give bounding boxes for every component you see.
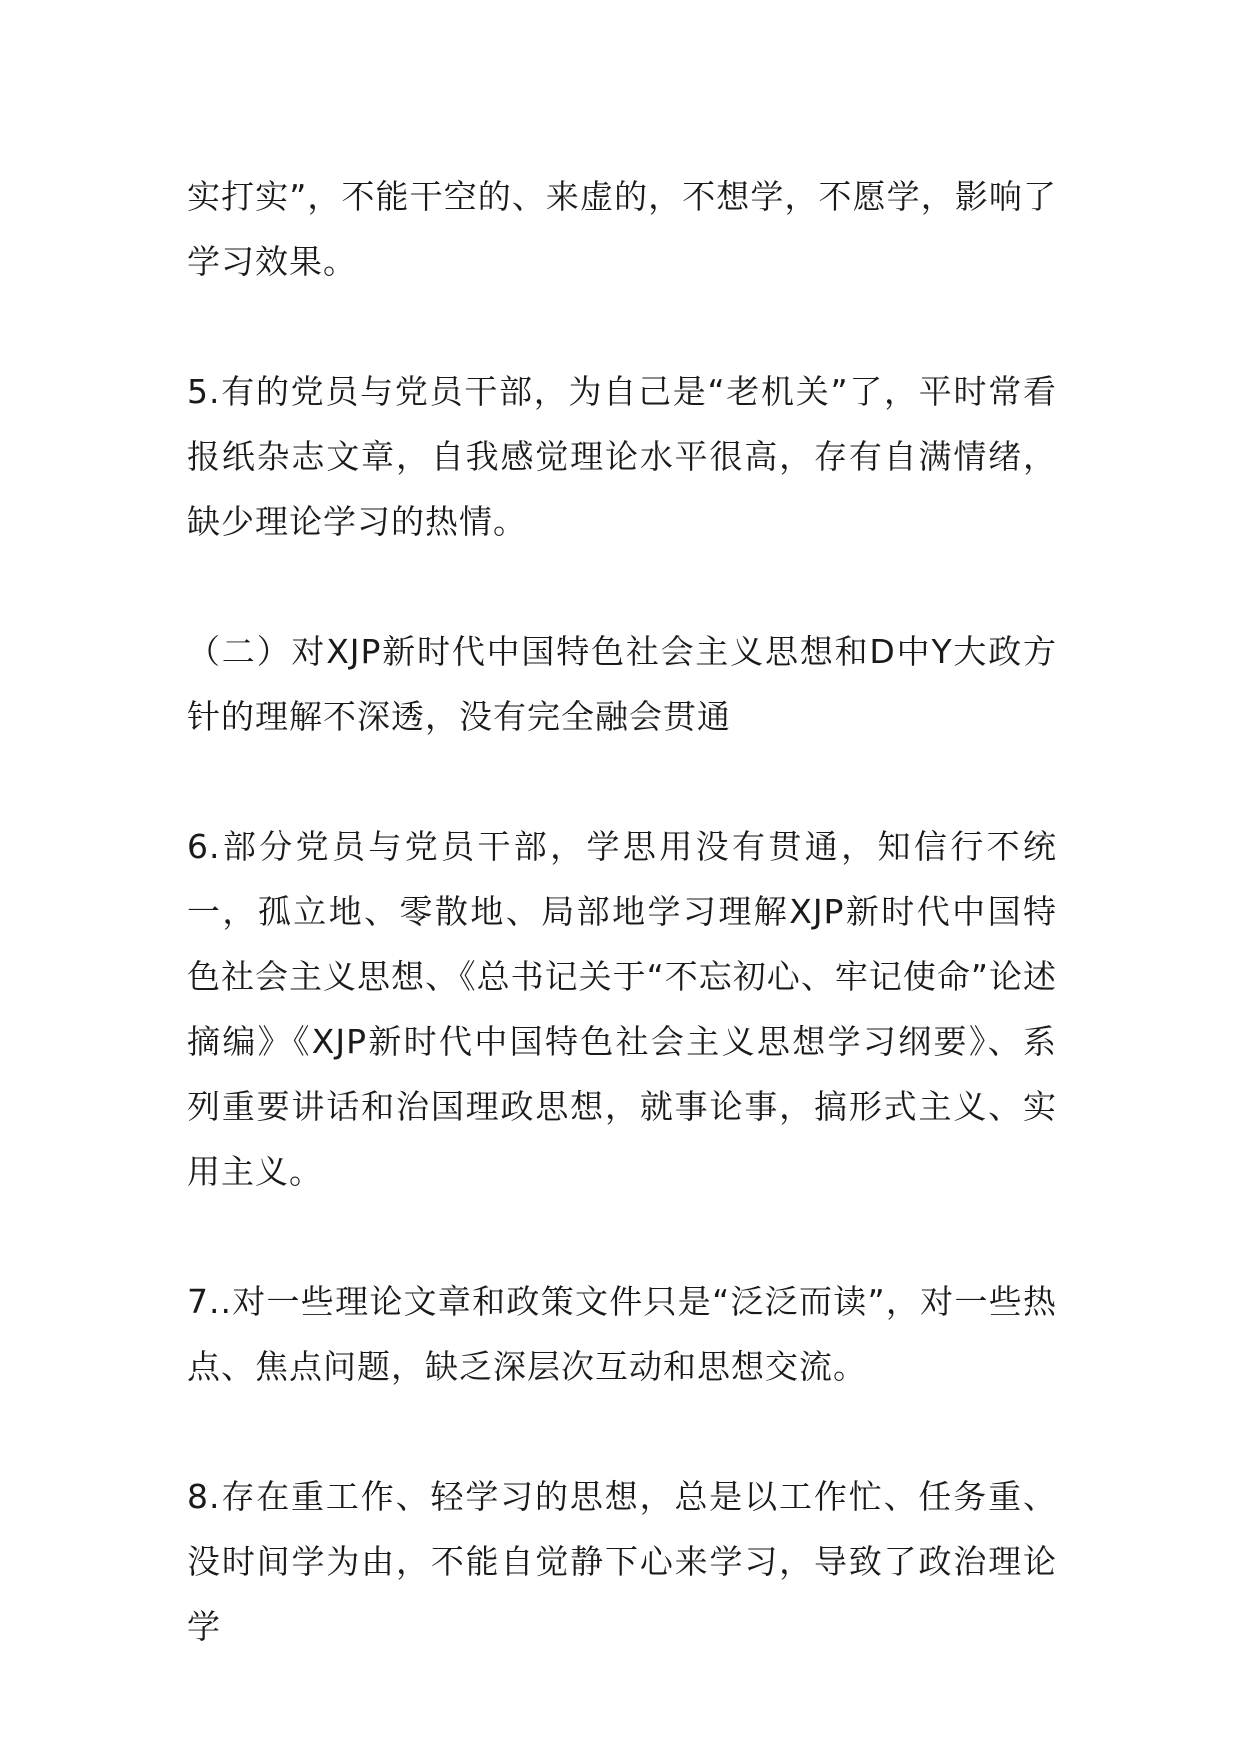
section-heading-2: （二）对XJP新时代中国特色社会主义思想和D中Y大政方针的理解不深透，没有完全融会贯通 — [187, 632, 1057, 736]
paragraph-item-8: 8.存在重工作、轻学习的思想，总是以工作忙、任务重、没时间学为由，不能自觉静下心来学习，导致了政治理论学 — [187, 1477, 1057, 1646]
document-body — [187, 164, 1057, 1724]
paragraph-item-7: 7..对一些理论文章和政策文件只是“泛泛而读”，对一些热点、焦点问题，缺乏深层次互动和思想交流。 — [187, 1282, 1057, 1386]
paragraph-item-5: 5.有的党员与党员干部，为自己是“老机关”了，平时常看报纸杂志文章，自我感觉理论水平很高，存有自满情绪，缺少理论学习的热情。 — [187, 372, 1057, 541]
paragraph-continuation: 实打实”，不能干空的、来虚的，不想学，不愿学，影响了学习效果。 — [187, 177, 1057, 281]
paragraph-item-6: 6.部分党员与党员干部，学思用没有贯通，知信行不统一，孤立地、零散地、局部地学习理解XJP新时代中国特色社会主义思想、《总书记关于“不忘初心、牢记使命”论述摘编》《XJP新时代中国特色社会主义思想学习纲要》、系列重要讲话和治国理政思想，就事论事，搞形式主义、实用主义。 — [187, 827, 1057, 1191]
